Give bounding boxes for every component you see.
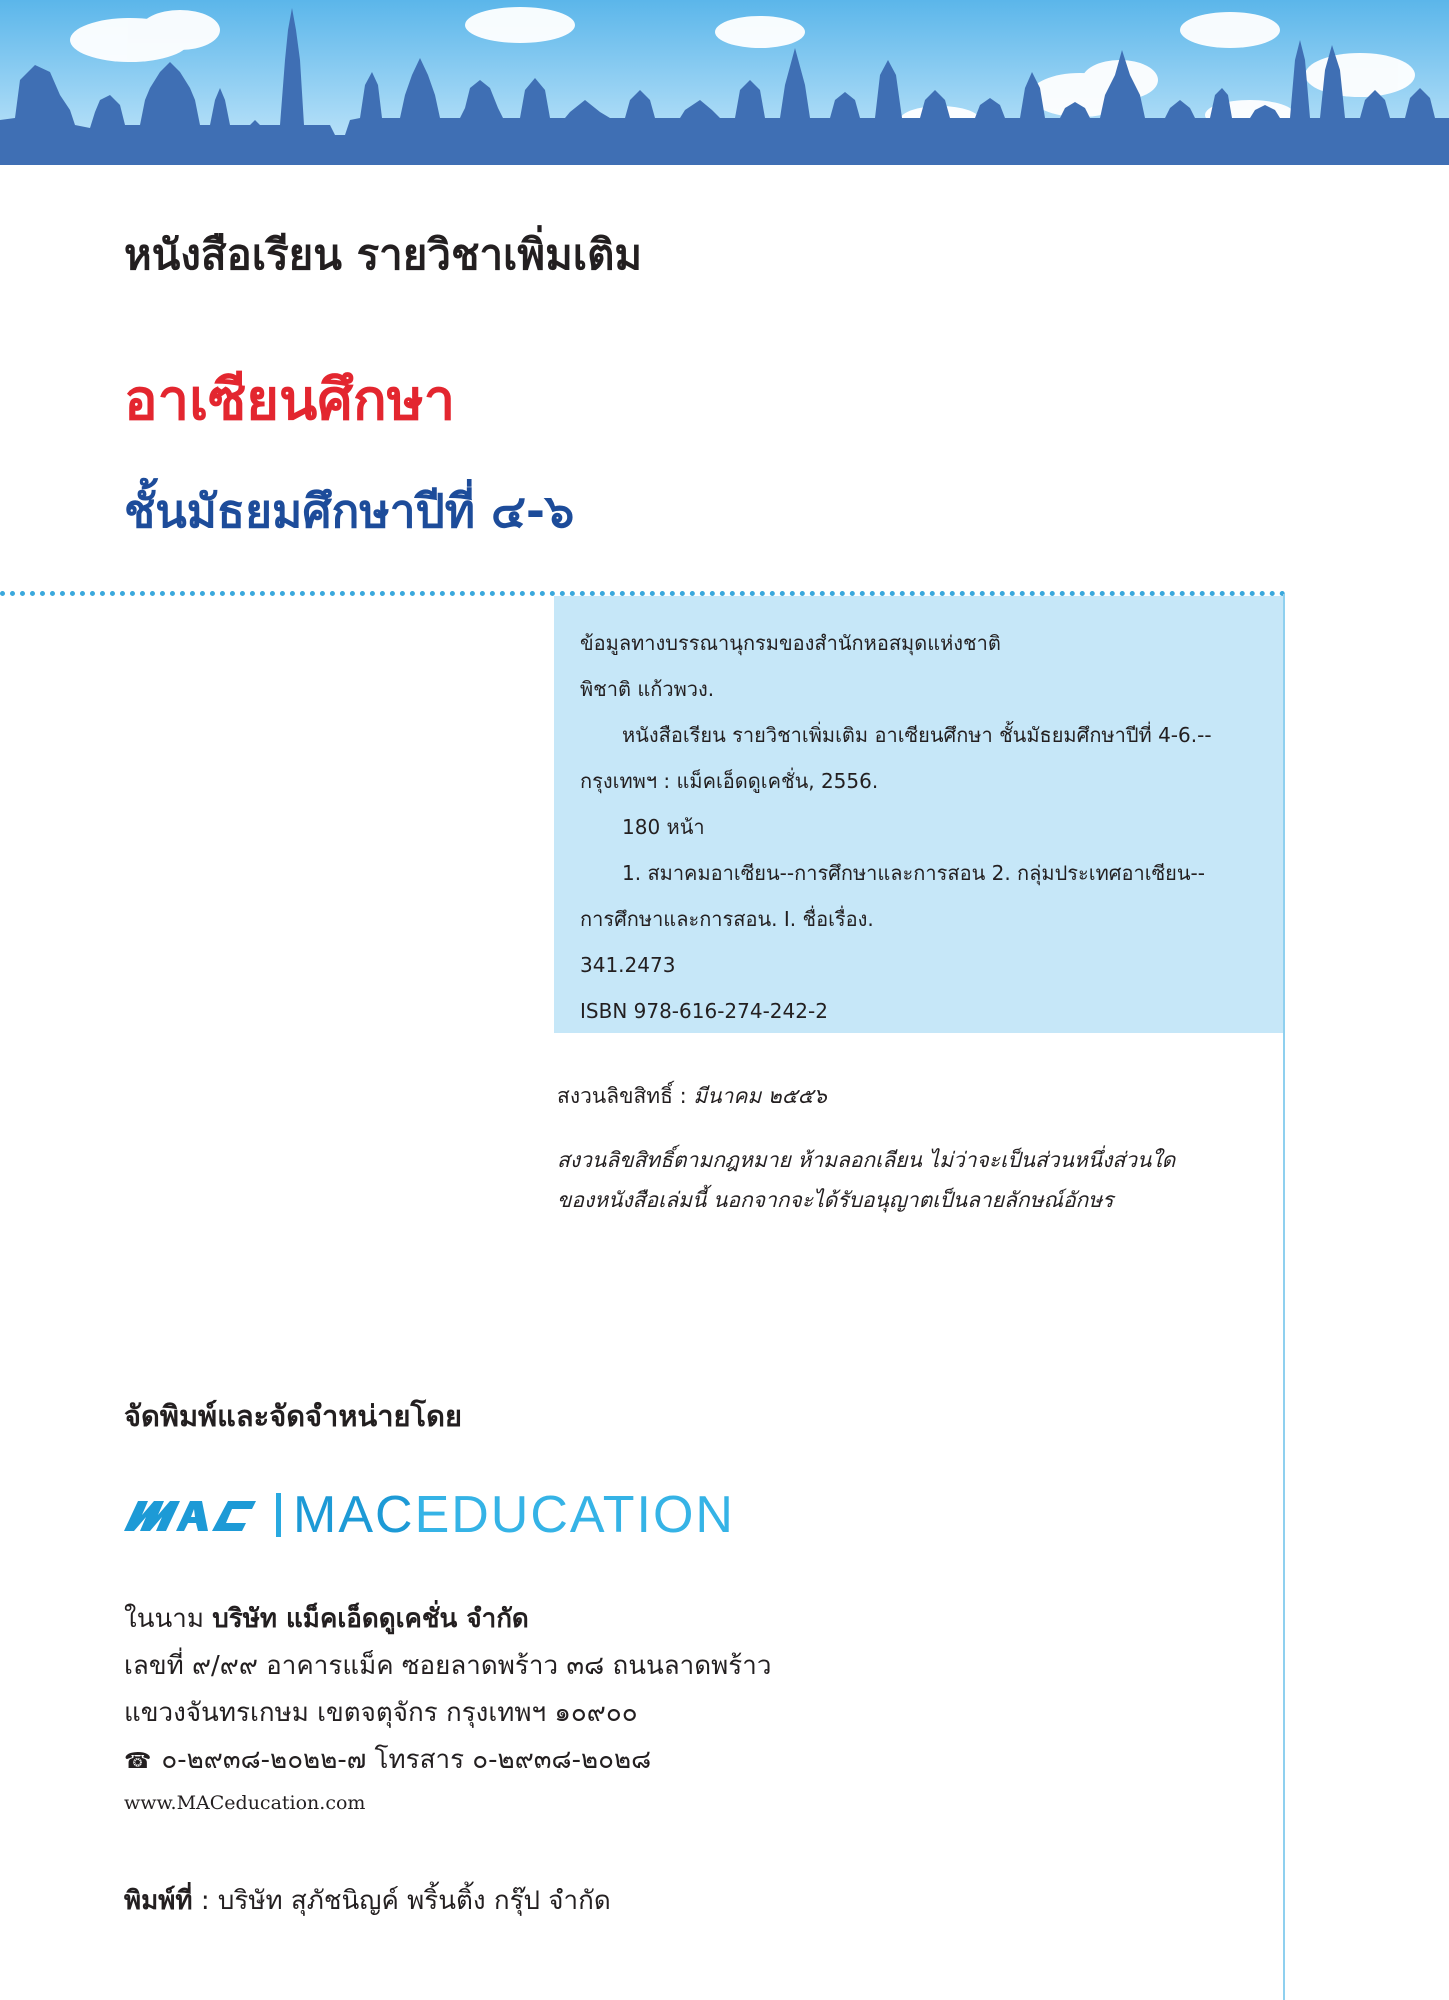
logo-mac-text: MAC [293,1486,415,1544]
book-title: อาเซียนศึกษา [124,368,456,433]
vertical-rule [1283,594,1285,2000]
address-line-2: แขวงจันทรเกษม เขตจตุจักร กรุงเทพฯ ๑๐๙๐๐ [124,1698,638,1728]
phone-line [124,1737,771,1785]
address-line-1: เลขที่ ๙/๙๙ อาคารแม็ค ซอยลาดพร้าว ๓๘ ถนนลาดพร้าว [124,1651,772,1681]
phone-numbers: ๐-๒๙๓๘-๒๐๒๒-๗ โทรสาร ๐-๒๙๓๘-๒๐๒๘ [161,1745,652,1775]
skyline-illustration [0,0,1449,165]
copyright-notice-line: ของหนังสือเล่มนี้ นอกจากจะได้รับอนุญาตเป็นลายลักษณ์อักษร [557,1188,1114,1212]
copyright-line [557,1080,827,1113]
logo-separator [276,1493,281,1537]
catalog-line: หนังสือเรียน รายวิชาเพิ่มเติม อาเซียนศึกษา ชั้นมัธยมศึกษาปีที่ 4-6.-- [622,723,1212,747]
publisher-address [124,1596,771,1785]
mac-wave-logo-icon [124,1495,264,1535]
publisher-name: บริษัท แม็คเอ็ดดูเคชั่น จำกัด [212,1604,529,1634]
subject-line: หนังสือเรียน รายวิชาเพิ่มเติม [124,230,643,279]
catalog-line: 180 หน้า [622,815,705,839]
website-url: www.MACeducation.com [124,1792,366,1814]
catalog-line: พิชาติ แก้วพวง. [580,677,715,701]
mac-education-logo [124,1485,735,1545]
printer-value: : บริษัท สุภัชนิญค์ พริ้นติ้ง กรุ๊ป จำกัด [192,1886,611,1916]
copyright-notice-line: สงวนลิขสิทธิ์ตามกฎหมาย ห้ามลอกเลียน ไม่ว่าจะเป็นส่วนหนึ่งส่วนใด [557,1148,1176,1172]
catalog-line: ISBN 978-616-274-242-2 [580,999,828,1023]
publisher-name-line [124,1596,771,1643]
skyline-banner [0,0,1449,165]
catalog-line: การศึกษาและการสอน. I. ชื่อเรื่อง. [580,907,874,931]
printer-line [124,1880,611,1921]
catalog-line: ข้อมูลทางบรรณานุกรมของสำนักหอสมุดแห่งชาติ [580,631,1001,655]
telephone-icon: ☎ [124,1749,152,1774]
catalog-line: กรุงเทพฯ : แม็คเอ็ดดูเคชั่น, 2556. [580,769,879,793]
grade-level: ชั้นมัธยมศึกษาปีที่ ๔-๖ [124,484,575,538]
copyright-label: สงวนลิขสิทธิ์ : [557,1084,694,1108]
catalog-line: 1. สมาคมอาเซียน--การศึกษาและการสอน 2. กลุ่มประเทศอาเซียน-- [622,861,1205,885]
logo-education-text: EDUCATION [414,1486,735,1544]
printer-label: พิมพ์ที่ [124,1886,193,1916]
publisher-heading: จัดพิมพ์และจัดจำหน่ายโดย [124,1399,462,1433]
copyright-notice [557,1140,1175,1220]
catalog-info-box [554,596,1283,1033]
catalog-line: 341.2473 [580,953,676,977]
copyright-date: มีนาคม ๒๕๕๖ [693,1084,827,1108]
publisher-name-prefix: ในนาม [124,1604,213,1634]
